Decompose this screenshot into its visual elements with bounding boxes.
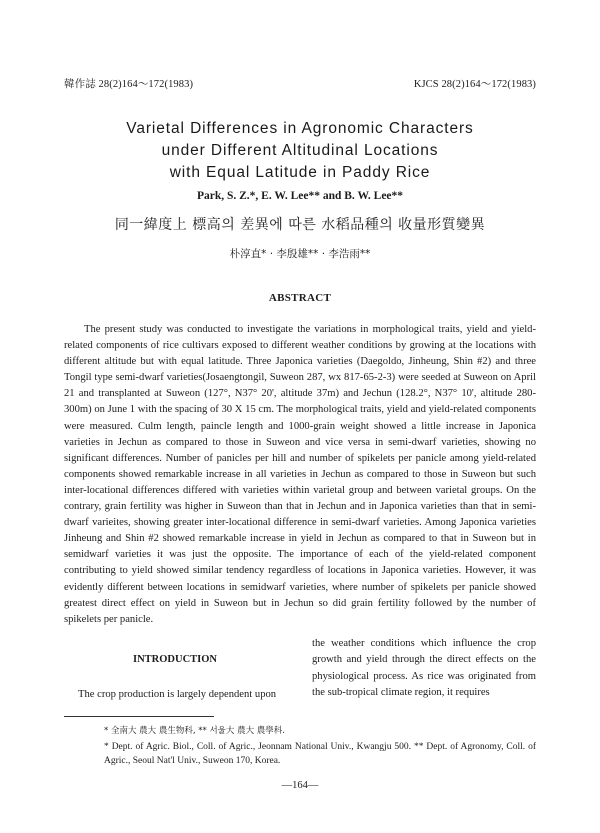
abstract-paragraph: The present study was conducted to investigate the variations in morphological traits, yield and yield-related components of rice cultivars exposed to different weather conditions by growing at the locations with different altitude but with equal latitude. Three Japonica varieties (Daegoldo, Jinheung, Shin #2) and three Tongil type semi-dwarf varieties(Josaengtongil, Suweon 287, wx 817-65-2-3) were seeded at Suweon on April 21 and transplanted at Suweon (127°, N37° 20', altitude 37m) and Jechun (128.2°, N37° 10', altitude 280-300m) on June 1 with the spacing of 30 X 15 cm. The morphological traits, yield and yield-related components were measured. Culm length, paincle length and 1000-grain weight showed a little increase in Japonica varieties in Jechun as compared to those in Suweon and vice versa in semi-dwarf varieties, showing no significant differences. Number of panicles per hill and number of spikelets per panicle among yield-related components showed remarkable increase in all varieties in Jechun as compared to those in Suweon but such inter-locational differences differed with varieties within varietal group and between varietal groups. On the contrary, grain fertility was higher in Suweon than that in Jechun and in Japonica varieties than that in semi-dwarf varieites, showing greater inter-locational difference in semi-dwarf varieties. Among Japonica varieties Jinheung and Shin #2 showed remarkable increase in yield in Jechun as compared to that in Suweon but in semidwarf varieties it was just the opposite. The importance of each of the yield-related component contributing to yield showed similar tendency regardless of locations in Japonica varieties. However, it was evidently different between locations in semidwarf varieties, where number of spikelets per panicle showed greatest direct effect on yield in Suweon but in Jechun so did grain fertility followed by the number of spikelets per panicle.	[64, 324, 536, 625]
title-line-3: with Equal Latitude in Paddy Rice	[169, 164, 431, 181]
introduction-text-left: The crop production is largely dependent upon	[78, 689, 277, 700]
title-line-1: Varietal Differences in Agronomic Characters	[126, 120, 474, 137]
footnote-english: * Dept. of Agric. Biol., Coll. of Agric., Jeonnam National Univ., Kwangju 500. ** Dept. of Agronomy, Coll. of Agric., Seoul Nat'l Univ., Suweon 170, Korea.	[104, 742, 536, 766]
abstract-body	[64, 322, 536, 628]
korean-author-list: 朴淳直* · 李殷雄** · 李浩雨**	[229, 248, 371, 260]
running-header-korean: 韓作誌 28(2)164～172(1983)	[64, 79, 194, 90]
introduction-heading: INTRODUCTION	[132, 654, 217, 665]
footnote-divider	[64, 716, 214, 717]
left-column	[64, 648, 286, 703]
footnote-korean: * 全南大 農大 農生物科, ** 서울大 農大 農學科.	[104, 726, 285, 736]
introduction-text-right: the weather conditions which influence the crop growth and yield through the direct effects on the physiological process. As rice was originated from the sub-tropical climate region, it requires	[312, 638, 536, 699]
paper-title	[0, 118, 600, 184]
title-line-2: under Different Altitudinal Locations	[161, 142, 439, 159]
author-list: Park, S. Z.*, E. W. Lee** and B. W. Lee**	[196, 190, 404, 202]
abstract-heading: ABSTRACT	[268, 292, 332, 304]
page-number: —164—	[281, 780, 319, 791]
running-header-english: KJCS 28(2)164～172(1983)	[413, 79, 536, 90]
korean-title: 同一緯度上 標高의 差異에 따른 水稻品種의 收量形質變異	[114, 217, 486, 233]
